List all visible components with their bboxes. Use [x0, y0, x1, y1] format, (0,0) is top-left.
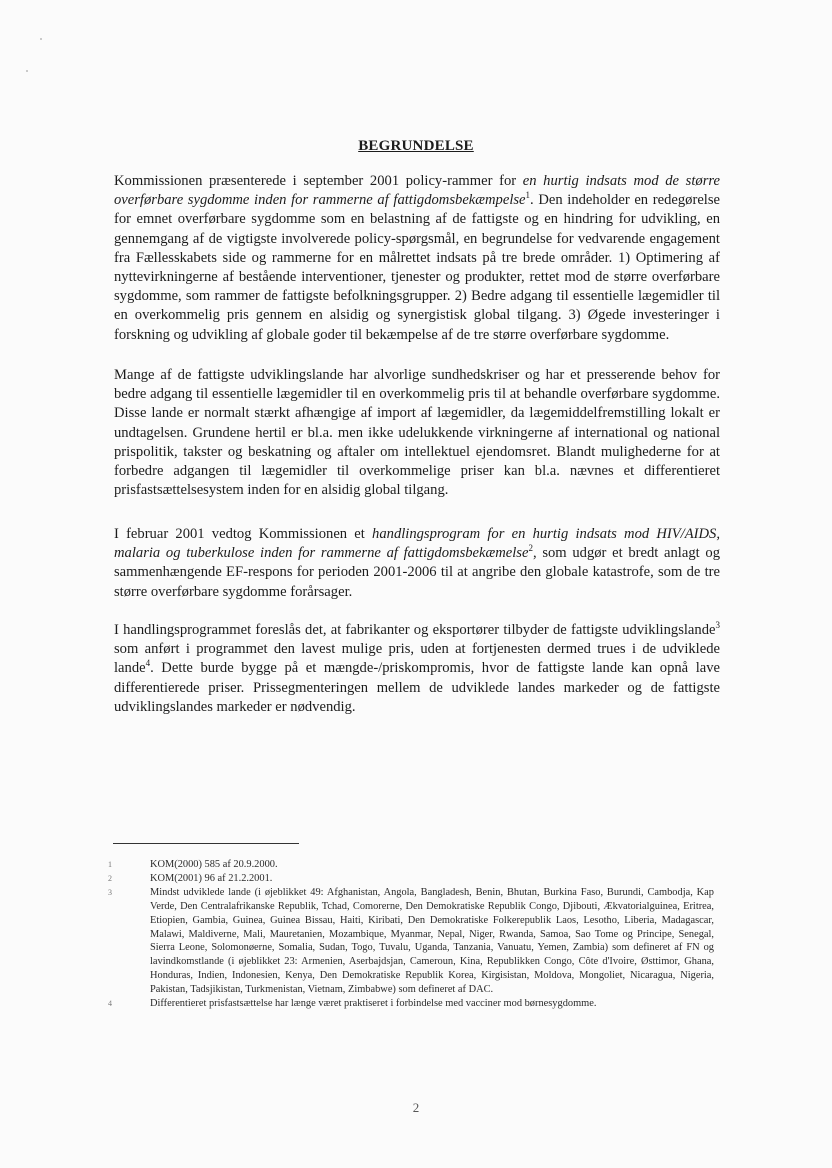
footnote-3: [108, 886, 714, 997]
footnote-text: KOM(2000) 585 af 20.9.2000.: [150, 859, 278, 870]
footnote-ref: 1: [525, 190, 531, 201]
footnote-number: 1: [108, 860, 112, 869]
footnote-text: Mindst udviklede lande (i øjeblikket 49: Afghanistan, Angola, Bangladesh, Benin, Bhutan, Burkina Faso, Burundi, Cambodja, Kap Verde, Den Centralafrikanske Republik, Tchad, Comorerne, Den Demokratiske Republik Congo, Djibouti, Ækvatorialguinea, Eritrea, Etiopien, Gambia, Guinea, Guinea Bissau, Haiti, Kiribati, Den Demokratiske Folkerepublik Laos, Lesotho, Liberia, Madagascar, Malawi, Maldiverne, Mali, Mauretanien, Mozambique, Myanmar, Nepal, Niger, Rwanda, Samoa, Sao Tome og Principe, Senegal, Sierra Leone, Solomonøerne, Somalia, Sudan, Togo, Tuvalu, Uganda, Tanzania, Vanuatu, Yemen, Zambia) som defineret af FN og lavindkomstlande (i øjeblikket 23: Armenien, Aserbajdsjan, Cameroun, Kina, Republikken Congo, Côte d'Ivoire, Østtimor, Ghana, Honduras, Indien, Indonesien, Kenya, Den Demokratiske Republik Korea, Kirgisistan, Moldova, Mongoliet, Nicaragua, Nigeria, Pakistan, Tadsjikistan, Turkmenistan, Vietnam, Zimbabwe) som defineret af DAC.: [150, 886, 714, 996]
footnote-number: 2: [108, 873, 112, 883]
footnote-ref: 3: [715, 620, 720, 631]
footnote-text: KOM(2001) 96 af 21.2.2001.: [150, 872, 273, 884]
paragraph-3: [114, 525, 720, 602]
paragraph-text: I handlingsprogrammet foreslås det, at fabrikanter og eksportører tilbyder de fattigste udviklingslande: [114, 622, 716, 638]
paragraph-text: som anført i programmet den lavest mulige pris, uden at fortjenesten dermed trues i de udviklede lande: [114, 641, 720, 677]
paragraph-text: I februar 2001 vedtog Kommissionen et: [114, 526, 373, 542]
paragraph-text: . Dette burde bygge på et mængde-/priskompromis, hvor de fattigste lande kan opnå lave differentierede priser. Prissegmenteringen mellem de udviklede landes markeder og de fattigste udviklingslandes markeder er nødvendig.: [114, 660, 720, 715]
paragraph-text: , som udgør et bredt anlagt og sammenhængende EF-respons for perioden 2001-2006 til at angribe den globale katastrofe, som de tre større overførbare sygdomme forårsager.: [114, 545, 720, 600]
page-title: BEGRUNDELSE: [358, 138, 474, 154]
scan-speck: [40, 38, 42, 40]
footnote-2: [108, 872, 714, 886]
paragraph-1: [114, 172, 720, 345]
emphasis-text: handlingsprogram for en hurtig indsats mod HIV/AIDS, malaria og tuberkulose inden for rammerne af fattigdomsbekæmelse: [114, 526, 720, 562]
scan-speck: [26, 70, 28, 72]
paragraph-4: [114, 621, 720, 717]
emphasis-text: en hurtig indsats mod de større overførbare sygdomme inden for rammerne af fattigdomsbekæmpelse: [114, 173, 720, 209]
paragraph-text: . Den indeholder en redegørelse for emnet overførbare sygdomme som en belastning af de fattigste og en hindring for udvikling, en gennemgang af de vigtigste involverede policy-spørgsmål, en begrundelse for vedvarende engagement fra Fællesskabets side og rammerne for en målrettet indsats på tre brede områder. 1) Optimering af nyttevirkningerne af bestående interventioner, tjenester og produkter, rettet mod de større overførbare sygdomme, som rammer de fattigste befolkningsgrupper. 2) Bedre adgang til essentielle lægemidler til en overkommelig pris gennem en alsidig og synergistisk global tilgang. 3) Øgede investeringer i forskning og udvikling af globale goder til bekæmpelse af de tre større overførbare sygdomme.: [114, 192, 721, 343]
footnote-1: [108, 858, 714, 872]
footnote-number: 3: [108, 887, 112, 897]
footnote-4: [108, 997, 714, 1011]
footnote-ref: 2: [528, 543, 533, 554]
footnote-ref: 4: [145, 658, 151, 669]
footnote-number: 4: [108, 999, 112, 1009]
footnotes: [108, 858, 714, 1011]
paragraph-text: Kommissionen præsenterede i september 2001 policy-rammer for: [114, 173, 523, 189]
footnote-text: Differentieret prisfastsættelse har længe været praktiseret i forbindelse med vacciner mod børnesygdomme.: [150, 998, 597, 1010]
paragraph-2: Mange af de fattigste udviklingslande har alvorlige sundhedskriser og har et presserende behov for bedre adgang til essentielle lægemidler til en overkommelig pris til at behandle overførbare sygdomme. Disse lande er normalt stærkt afhængige af import af lægemidler, da lægemiddelfremstilling lokalt er undtagelsen. Grundene hertil er bl.a. men ikke udelukkende virkningerne af international og national prispolitik, takster og beskatning og aftaler om intellektuel ejendomsret. Blandt mulighederne for at forbedre adgangen til lægemidler til overkommelige priser kan bl.a. nævnes et differentieret prisfastsættelsesystem inden for en alsidig global tilgang.: [114, 367, 720, 499]
footnote-separator: [113, 843, 299, 844]
page-number: 2: [412, 1100, 420, 1115]
